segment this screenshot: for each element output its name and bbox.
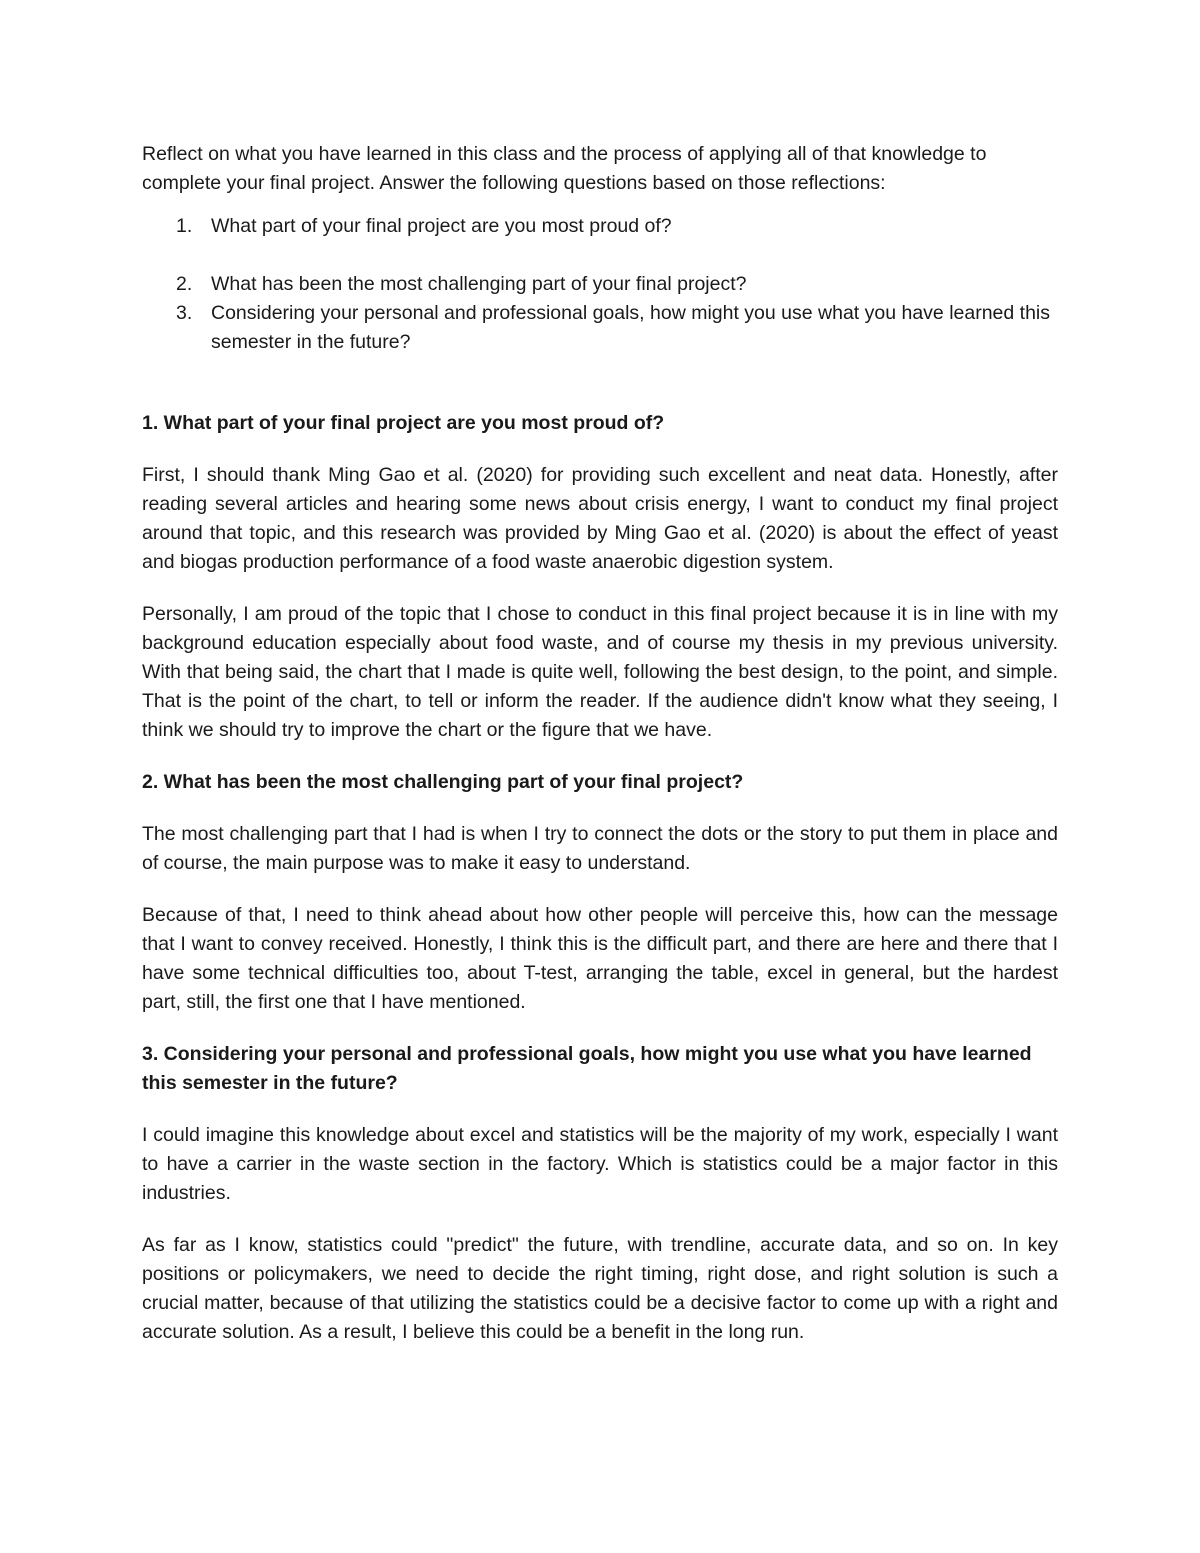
section-heading: 3. Considering your personal and professional goals, how might you use what you have learned this semester in the future? <box>142 1043 1032 1094</box>
question-text: Considering your personal and professional goals, how might you use what you have learned this semester in the future? <box>211 302 1051 353</box>
question-number: 2. <box>176 273 193 295</box>
section-heading: 1. What part of your final project are you most proud of? <box>142 412 665 434</box>
section-heading: 2. What has been the most challenging part of your final project? <box>142 771 744 793</box>
intro-paragraph: Reflect on what you have learned in this class and the process of applying all of that knowledge to complete your final project. Answer the following questions based on those reflections: <box>142 143 987 194</box>
section-paragraph: Because of that, I need to think ahead about how other people will perceive this, how can the message that I want to convey received. Honestly, I think this is the difficult part, and there are here and there that I have some technical difficulties too, about T-test, arranging the table, excel in general, but the hardest part, still, the first one that I have mentioned. <box>142 904 1058 1013</box>
section-paragraph: First, I should thank Ming Gao et al. (2020) for providing such excellent and neat data. Honestly, after reading several articles and hearing some news about crisis energy, I want to conduct my final project around that topic, and this research was provided by Ming Gao et al. (2020) is about the effect of yeast and biogas production performance of a food waste anaerobic digestion system. <box>142 464 1058 573</box>
section-paragraph: I could imagine this knowledge about excel and statistics will be the majority of my work, especially I want to have a carrier in the waste section in the factory. Which is statistics could be a major factor in this industries. <box>142 1124 1058 1204</box>
question-list <box>142 212 1058 357</box>
question-number: 1. <box>176 215 193 237</box>
section-paragraph: The most challenging part that I had is when I try to connect the dots or the story to put them in place and of course, the main purpose was to make it easy to understand. <box>142 823 1058 874</box>
section-paragraph: As far as I know, statistics could "predict" the future, with trendline, accurate data, and so on. In key positions or policymakers, we need to decide the right timing, right dose, and right solution is such a crucial matter, because of that utilizing the statistics could be a decisive factor to come up with a right and accurate solution. As a result, I believe this could be a benefit in the long run. <box>142 1234 1058 1343</box>
question-item <box>142 270 1058 299</box>
question-text: What has been the most challenging part of your final project? <box>211 273 747 295</box>
question-item <box>142 299 1058 357</box>
document-body <box>142 140 1058 1347</box>
question-text: What part of your final project are you most proud of? <box>211 215 672 237</box>
question-item <box>142 212 1058 241</box>
question-number: 3. <box>176 302 193 324</box>
section-paragraph: Personally, I am proud of the topic that I chose to conduct in this final project because it is in line with my background education especially about food waste, and of course my thesis in my previous university. With that being said, the chart that I made is quite well, following the best design, to the point, and simple. That is the point of the chart, to tell or inform the reader. If the audience didn't know what they seeing, I think we should try to improve the chart or the figure that we have. <box>142 603 1058 741</box>
